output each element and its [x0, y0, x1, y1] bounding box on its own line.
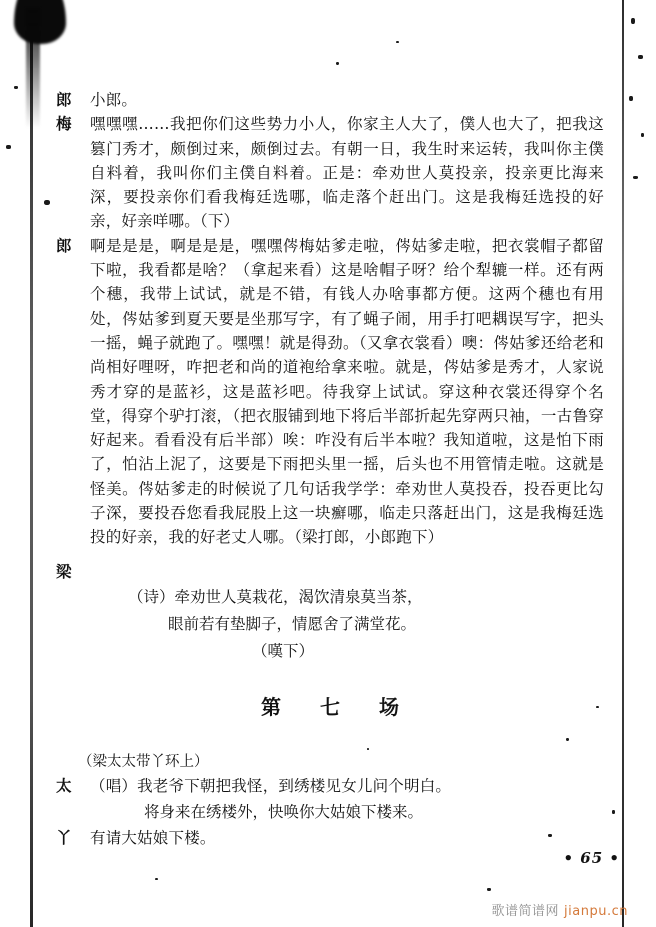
right-edge-line — [622, 0, 624, 927]
watermark-site-name: 歌谱简谱网 — [491, 904, 560, 919]
speaker-label: 梁 — [56, 561, 72, 581]
binding-ink-smear — [26, 8, 40, 128]
stage-direction: （梁太太带丫环上） — [78, 753, 209, 770]
speech-text: 小郎。 — [90, 91, 138, 109]
liang-verse-block — [56, 560, 604, 665]
page-number — [563, 849, 620, 867]
speaker-label: 梅 — [56, 114, 72, 134]
site-watermark — [492, 900, 628, 919]
speaker-label: 郎 — [56, 90, 72, 109]
page-number-value: 65 — [580, 849, 604, 867]
speech-text: 嘿嘿嘿……我把你们这些势力小人，你家主人大了，僕人也大了，把我这篡门秀才，颇倒过来，颇倒过去。有朝一日，我生时来运转，我叫你主僕自料着，我叫你们主僕自料着。正是：牵劝世人莫投亲，投亲更比海来深，要投亲你们看我梅廷选哪，临走落个赶出门。这是我梅廷选投的好亲，好亲咩哪。（下） — [90, 115, 604, 231]
speaker-label: 丫 — [56, 827, 72, 847]
page-number-prefix: • — [563, 849, 575, 867]
binding-ink-blob — [14, 0, 66, 44]
speech-text: 啊是是是，啊是是是，嘿嘿侺梅姑爹走啦，侺姑爹走啦，把衣裳帽子都留下啦，我看都是啥？（拿起来看）这是啥帽子呀？给个犁辘一样。还有两个穗，我带上试试，就是不错，有钱人办啥事都方便。这两个穗也有用处，侺姑爹到夏天要是坐那写字，有了蝇子闹，用手打吧耦误写字，把头一摇，蝇子就跑了。嘿嘿！就是得劲。（又拿衣裳看）噢：侺姑爹还给老和尚相好哩呀，咋把老和尚的道袍给拿来啦。就是，侺姑爹是秀才，人家说秀才穿的是蓝衫，这是蓝衫吧。待我穿上试试。穿这种衣裳还得穿个名堂，得穿个驴打滚，（把衣服铺到地下将后半部折起先穿两只袖，一古鲁穿好起来。看看没有后半部）唉：咋没有后半本啦？我知道啦，这是怕下雨了，怕沾上泥了，这要是下雨把头里一摇，后头也不用管情走啦。这就是怪美。侺姑爹走的时候说了几句话我学学：牵劝世人莫投吞，投吞更比勾子深，要投吞您看我屁股上这一块癬哪，临走只落赶出门，这是我梅廷选投的好亲，我的好老丈人哪。（梁打郎，小郎跑下） — [90, 236, 604, 547]
scan-speck — [396, 41, 399, 43]
page-number-suffix: • — [609, 849, 620, 867]
scan-speck — [631, 18, 635, 24]
scan-speck — [641, 133, 644, 137]
sung-line-1: 我老爷下朝把我怪，到绣楼见女儿问个明白。 — [137, 777, 452, 796]
verse-text-1: 牵劝世人莫栽花，渴饮清泉莫当茶， — [174, 587, 423, 606]
speech-text: 有请大姑娘下楼。 — [90, 828, 216, 847]
dialogue-line — [56, 88, 604, 112]
scan-speck — [629, 96, 633, 101]
dialogue-line — [56, 112, 604, 233]
binding-shadow-line — [30, 0, 33, 927]
verse-line-2: 眼前若有垫脚子，情愿舍了满堂花。 — [168, 614, 417, 633]
dialogue-line — [56, 234, 604, 550]
scan-speck — [487, 888, 491, 891]
speaker-label: 太 — [56, 776, 72, 796]
scan-speck — [633, 176, 638, 179]
dialogue-line — [56, 774, 604, 798]
sing-marker: （唱） — [90, 777, 138, 796]
scan-speck — [6, 145, 11, 149]
speaker-label: 郎 — [56, 235, 72, 255]
scan-speck — [155, 878, 158, 880]
scene-heading: 第 七 场 — [261, 694, 415, 719]
scan-speck — [14, 86, 18, 89]
verse-marker: （诗） — [128, 587, 175, 606]
verse-exit: （嘆下） — [252, 641, 315, 660]
scan-speck — [612, 810, 615, 814]
dialogue-line — [56, 826, 604, 850]
scan-speck — [336, 62, 339, 65]
scan-speck — [44, 200, 50, 205]
verse-line-1 — [56, 584, 604, 611]
page-body — [56, 88, 604, 850]
sung-line-2: 将身来在绣楼外，快唤你大姑娘下楼来。 — [144, 802, 424, 821]
watermark-url: jianpu.cn — [564, 904, 628, 919]
speech-text — [90, 774, 604, 798]
scan-speck — [638, 55, 643, 59]
